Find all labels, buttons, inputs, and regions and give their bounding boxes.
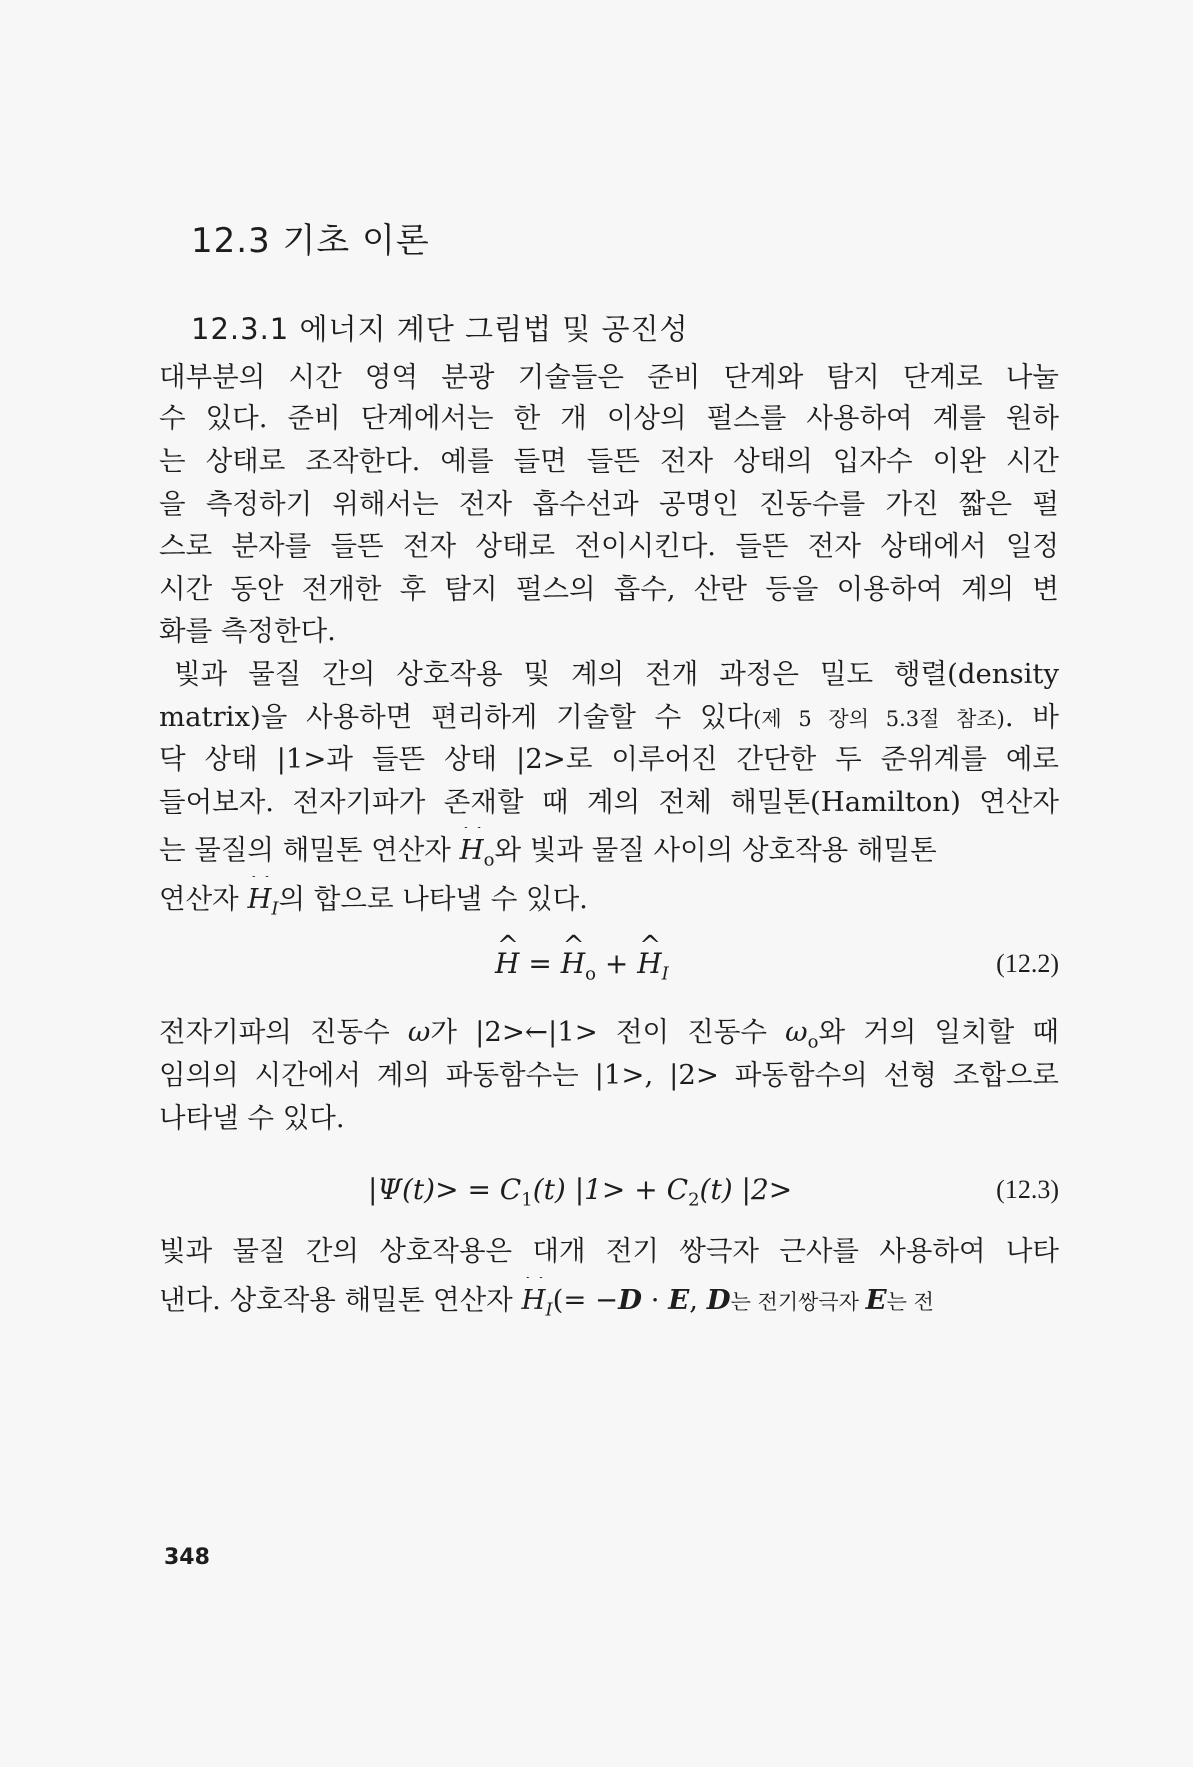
paragraph-2-line-1: 빛과 물질 간의 상호작용 및 계의 전개 과정은 밀도 행렬(density	[174, 658, 1059, 690]
equation-number-12-2: (12.2)	[996, 949, 1059, 978]
omega-symbol: ω	[407, 1016, 431, 1048]
paragraph-2-line-6-b: 의 합으로 나타낼 수 있다.	[278, 883, 588, 915]
paragraph-1-line-1: 대부분의 시간 영역 분광 기술들은 준비 단계와 탐지 단계로 나눌	[159, 361, 1059, 393]
equation-number-12-3: (12.3)	[996, 1175, 1059, 1204]
paragraph-1-line-5: 스로 분자를 들뜬 전자 상태로 전이시킨다. 들뜬 전자 상태에서 일정	[159, 530, 1059, 562]
interaction-hamiltonian-symbol: ^ $H_I$	[247, 876, 278, 922]
paragraph-2-line-5-b: 와 빛과 물질 사이의 상호작용 해밀톤	[494, 834, 937, 866]
paragraph-2-line-2-main: matrix)을 사용하면 편리하게 기술할 수 있다	[159, 701, 754, 733]
paragraph-2-line-4: 들어보자. 전자기파가 존재할 때 계의 전체 해밀톤(Hamilton) 연산자	[159, 786, 1059, 818]
paragraph-1-line-4: 을 측정하기 위해서는 전자 흡수선과 공명인 진동수를 가진 짧은 펄	[159, 488, 1059, 520]
paragraph-1-line-6: 시간 동안 전개한 후 탐지 펄스의 흡수, 산란 등을 이용하여 계의 변	[159, 573, 1059, 605]
chapter-reference-note: (제 5 장의 5.3절 참조)	[753, 707, 1005, 731]
paragraph-2-line-5	[159, 827, 1059, 873]
paragraph-2-line-6-a: 연산자	[159, 883, 248, 915]
field-symbol: E	[668, 1284, 690, 1316]
equation-12-3: $|\Psi(t)> = C_1(t) |1> + C_2(t)$ |2>	[368, 1173, 793, 1211]
subsection-heading: 12.3.1 에너지 계단 그림법 및 공진성	[191, 312, 689, 346]
omega-zero-symbol: $\omega_o$	[785, 1016, 819, 1052]
total-hamiltonian-symbol: ^ H	[495, 942, 519, 986]
equation-12-2: ^ H = ^ $H_o$ + ^ $H_I$	[495, 942, 669, 986]
paragraph-1-line-7: 화를 측정한다.	[159, 615, 336, 647]
paragraph-4-line-1: 빛과 물질 간의 상호작용은 대개 전기 쌍극자 근사를 사용하여 나타	[159, 1235, 1059, 1267]
paragraph-2-line-2	[159, 697, 1059, 737]
matter-hamiltonian-symbol: ^ $H_o$	[460, 827, 495, 873]
paragraph-3-line-2: 임의의 시간에서 계의 파동함수는 |1>, |2> 파동함수의 선형 조합으로	[159, 1059, 1059, 1091]
paragraph-4-line-2: 낸다. 상호작용 해밀톤 연산자 ^ $H_I(= -D \cdot E$, D는 전기쌍극자 E는 전	[159, 1277, 1059, 1323]
paragraph-3-line-3: 나타낼 수 있다.	[159, 1102, 345, 1134]
dipole-symbol: D	[618, 1284, 643, 1316]
paragraph-2-line-3: 닥 상태 |1>과 들뜬 상태 |2>로 이루어진 간단한 두 준위계를 예로	[159, 743, 1059, 775]
section-heading: 12.3 기초 이론	[191, 221, 430, 261]
paragraph-2-line-5-a: 는 물질의 해밀톤 연산자	[159, 834, 460, 866]
paragraph-1-line-3: 는 상태로 조작한다. 예를 들면 들뜬 전자 상태의 입자수 이완 시간	[159, 445, 1059, 477]
interaction-hamiltonian-definition: ^ $H_I$	[522, 1277, 553, 1323]
interaction-hamiltonian-term: ^ $H_I$	[637, 942, 669, 997]
paragraph-1-line-2: 수 있다. 준비 단계에서는 한 개 이상의 펄스를 사용하여 계를 원하	[159, 402, 1059, 434]
paragraph-2-line-6	[159, 876, 1059, 922]
page-number: 348	[164, 1545, 210, 1570]
paragraph-3-line-1: 전자기파의 진동수 ω가 |2>←|1> 전이 진동수 $\omega_o$와 거의 일치할 때	[159, 1016, 1059, 1052]
paragraph-2-line-2-end: . 바	[1004, 701, 1059, 733]
matter-hamiltonian-term: ^ $H_o$	[561, 942, 596, 997]
